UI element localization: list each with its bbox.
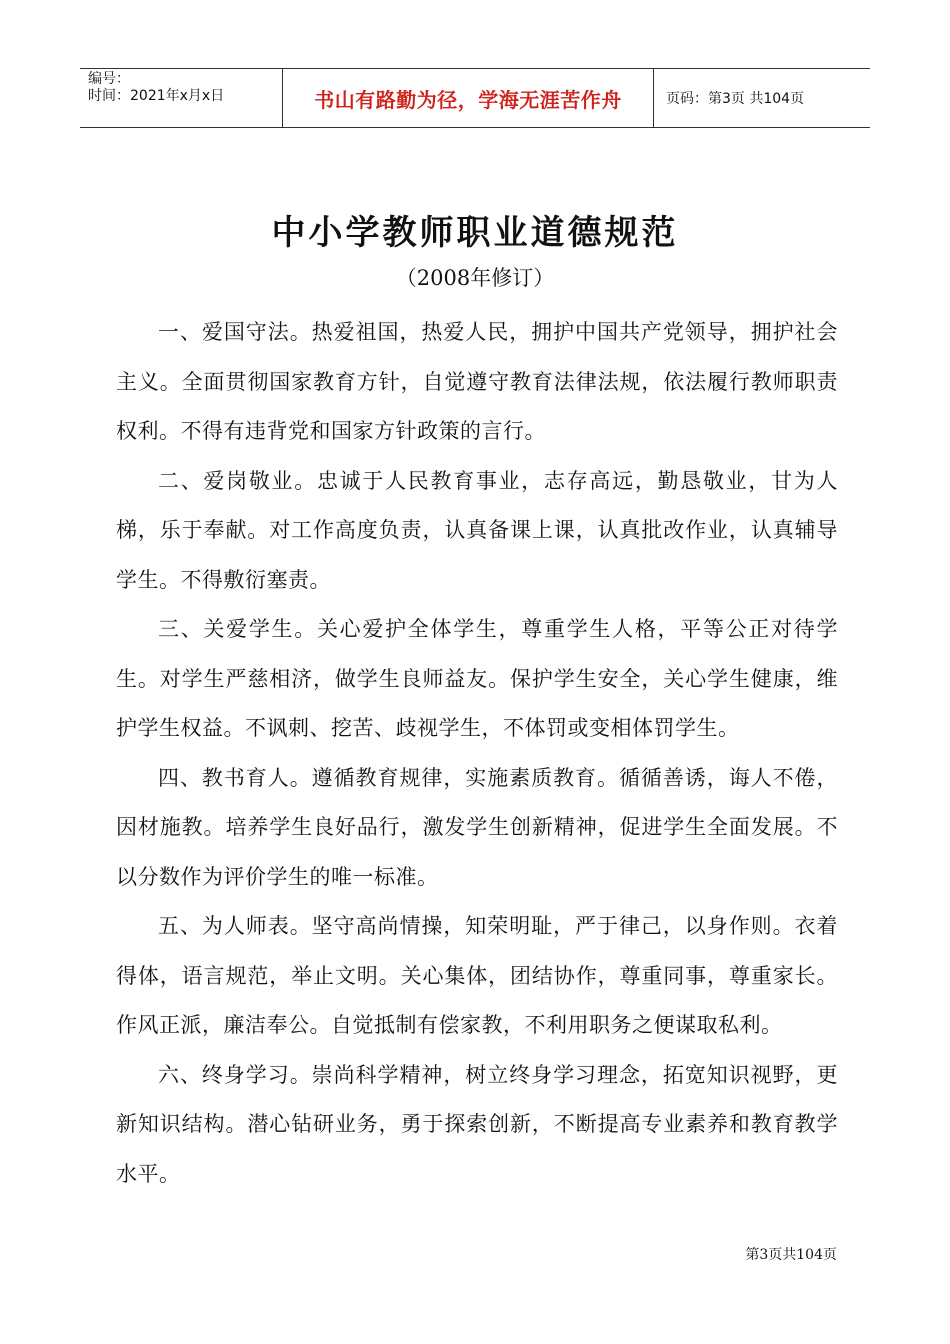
number-label: 编号： — [88, 71, 130, 87]
page-header — [80, 68, 870, 128]
paragraph-5: 五、为人师表。坚守高尚情操，知荣明耻，严于律己，以身作则。衣着得体，语言规范，举止文明。关心集体，团结协作，尊重同事，尊重家长。作风正派，廉洁奉公。自觉抵制有偿家教，不利用职务之便谋取私利。 — [116, 914, 838, 1037]
document-subtitle: （2008年修订） — [395, 266, 555, 290]
document-title: 中小学教师职业道德规范 — [271, 213, 679, 253]
header-page-label: 页码：第3页 共104页 — [666, 91, 805, 107]
paragraph-2: 二、爱岗敬业。忠诚于人民教育事业，志存高远，勤恳敬业，甘为人梯，乐于奉献。对工作高度负责，认真备课上课，认真批改作业，认真辅导学生。不得敷衍塞责。 — [116, 468, 838, 592]
paragraph-1: 一、爱国守法。热爱祖国，热爱人民，拥护中国共产党领导，拥护社会主义。全面贯彻国家教育方针，自觉遵守教育法律法规，依法履行教师职责权利。不得有违背党和国家方针政策的言行。 — [116, 320, 838, 443]
paragraph-4: 四、教书育人。遵循教育规律，实施素质教育。循循善诱，诲人不倦，因材施教。培养学生良好品行，激发学生创新精神，促进学生全面发展。不以分数作为评价学生的唯一标准。 — [116, 765, 838, 889]
header-meta — [80, 69, 282, 127]
document-body — [116, 308, 838, 1199]
header-motto: 书山有路勤为径，学海无涯苦作舟 — [282, 69, 654, 127]
paragraph-3: 三、关爱学生。关心爱护全体学生，尊重学生人格，平等公正对待学生。对学生严慈相济，做学生良师益友。保护学生安全，关心学生健康，维护学生权益。不讽刺、挖苦、歧视学生，不体罚或变相体罚学生。 — [116, 617, 838, 740]
time-label: 时间：2021年x月x日 — [88, 88, 225, 104]
paragraph-6: 六、终身学习。崇尚科学精神，树立终身学习理念，拓宽知识视野，更新知识结构。潜心钻研业务，勇于探索创新，不断提高专业素养和教育教学水平。 — [116, 1062, 838, 1186]
page-footer: 第3页共104页 — [745, 1247, 837, 1263]
